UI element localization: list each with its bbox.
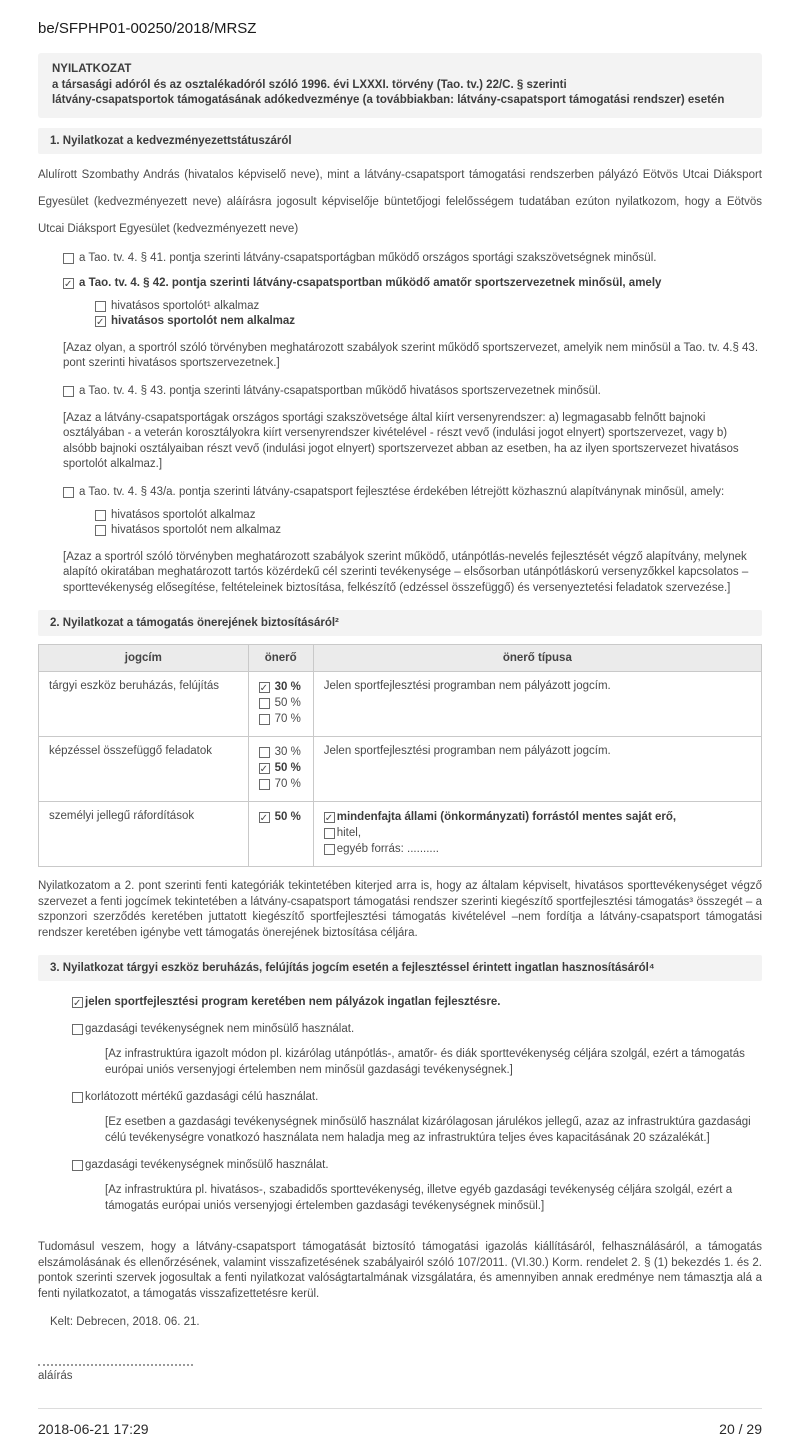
title-box [38, 53, 762, 118]
checkbox-icon [95, 301, 106, 312]
checkbox-label: gazdasági tevékenységnek minősülő használat. [85, 1159, 329, 1171]
footer-page-number: 20 / 29 [719, 1421, 762, 1437]
checkbox-label: a Tao. tv. 4. § 41. pontja szerinti látvány-csapatsportágban működő országos sportági szakszövetségnek minősül. [79, 251, 657, 264]
checkbox-icon [259, 747, 270, 758]
signature-block [38, 1358, 762, 1382]
bracket-note-alapitvany: [Azaz a sportról szóló törvényben meghatározott szabályok szerint működő, utánpótlás-nevelés fejlesztését végző alapítvány, melynek alapító okiratában meghatározott tartós közérdekű cél szerinti tevékenysége – elsősorban utánpótláskorú versenyzőkkel kapcsolatos – sporttevékenység elősegítése, feltételeinek biztosítása, felkészítő (edzéssel összefüggő) és versenyeztetési feladatok szervezése.] [63, 550, 749, 594]
table-row [39, 802, 762, 867]
cell-jogcim: képzéssel összefüggő feladatok [39, 737, 249, 802]
checkbox-item-alkalmaz-2 [95, 508, 762, 523]
percent-option [259, 761, 303, 776]
checkbox-icon [72, 1024, 83, 1035]
checkbox-icon [259, 779, 270, 790]
checkbox-item-alapitvany [63, 485, 762, 500]
footer-divider [38, 1408, 762, 1409]
sub-options-alapitvany [38, 508, 762, 538]
table-row [39, 737, 762, 802]
percent-option [259, 680, 303, 695]
signature-line [38, 1358, 193, 1366]
source-option [324, 810, 751, 825]
table-header-row [39, 645, 762, 672]
doc-id: be/SFPHP01-00250/2018/MRSZ [38, 20, 257, 37]
page-footer [38, 1421, 762, 1437]
checkbox-label: korlátozott mértékű gazdasági célú használat. [85, 1091, 319, 1103]
cell-jogcim: személyi jellegű ráfordítások [39, 802, 249, 867]
checkbox-icon [72, 1092, 83, 1103]
sub-options-amator [38, 299, 762, 329]
source-option [324, 826, 751, 841]
checkbox-label: hivatásos sportolót alkalmaz [111, 508, 256, 521]
checkbox-icon [259, 682, 270, 693]
signature-label: aláírás [38, 1370, 73, 1382]
cell-tipus: Jelen sportfejlesztési programban nem pályázott jogcím. [313, 737, 761, 802]
checkbox-icon [63, 253, 74, 264]
closing-paragraph: Tudomásul veszem, hogy a látvány-csapatsport támogatását biztosító támogatási igazolás kiállításáról, felhasználásáról, a támogatás elszámolásának és ellenőrzésének, valamint visszafizetésének szabályairól szóló 107/2011. (VI.30.) Korm. rendelet 2. § (1) bekezdés 1. és 2. pontok szerinti szervek jogosultak a fenti nyilatkozat valóságtartalmának vizsgálatára, és amennyiben annak eredménye nem támasztja alá a fenti nyilatkozatot, a támogatás visszafizettetésre kerül. [38, 1241, 762, 1300]
checkbox-item-minosulo [72, 1158, 762, 1173]
title-line-1: NYILATKOZAT [52, 63, 132, 75]
bracket-note-hivatasos: [Azaz a látvány-csapatsportágak országos sportági szakszövetsége által kiírt versenyrendszer: a) legmagasabb felnőtt bajnoki osztályában - a veterán korosztályokra kiírt versenyrendszer kivételével - részt vevő (indulási jogot elnyert) sportszervezet, vagy b) alsóbb bajnoki osztályaiban részt vevő (indulási jogot elnyert) sportszervezet abban az esetben, ha az ilyen sportszervezet hivatásos sportolót alkalmaz.] [63, 411, 739, 470]
checkbox-icon [259, 714, 270, 725]
checkbox-label: hivatásos sportolót nem alkalmaz [111, 314, 296, 327]
bracket-note-nem-minosulo: [Az infrastruktúra igazolt módon pl. kizárólag utánpótlás-, amatőr- és diák sporttevékenység céljára szolgál, ezért a támogatás európai uniós versenyjogi értelemben nem minősül gazdasági tevékenységnek.] [105, 1048, 745, 1076]
bracket-note-amator: [Azaz olyan, a sportról szóló törvényben meghatározott szabályok szerint működő sportszervezet, amelyik nem minősül a Tao. tv. 4.§ 43. pont szerinti hivatásos sportszervezetnek.] [63, 341, 759, 369]
checkbox-label: 50 % [274, 697, 301, 709]
checkbox-label: a Tao. tv. 4. § 43. pontja szerinti látvány-csapatsportban működő hivatásos sportszervezetnek minősül. [79, 384, 601, 397]
section2-paragraph: Nyilatkozatom a 2. pont szerinti fenti kategóriák tekintetében kiterjed arra is, hogy az általam képviselt, hivatásos sporttevékenységet végző szervezet a fenti jogcímek tekintetében a látvány-csapatsport támogatási rendszer szerinti kiegészítő sportfejlesztési támogatás³ összegét – a szponzori szerződés keretében juttatott kiegészítő sportfejlesztési támogatás kivételével –nem fordítja a látvány-csapatsport támogatási rendszer keretében igénybe vett támogatás önerejének biztosítása céljára. [38, 880, 762, 939]
checkbox-label: hivatásos sportolót nem alkalmaz [111, 523, 282, 536]
checkbox-item-korlatozott [72, 1090, 762, 1105]
section2-heading: 2. Nyilatkozat a támogatás önerejének biztosításáról² [38, 610, 762, 636]
support-table [38, 644, 762, 867]
checkbox-item-szakszovetseg [63, 251, 762, 266]
checkbox-icon [324, 828, 335, 839]
table-row [39, 672, 762, 737]
checkbox-label: a Tao. tv. 4. § 43/a. pontja szerinti látvány-csapatsport fejlesztése érdekében létrejött közhasznú alapítványnak minősül, amely: [79, 485, 725, 498]
cell-tipus [313, 802, 761, 867]
checkbox-item-nem-palyazok [72, 995, 762, 1010]
percent-option [259, 696, 303, 711]
checkbox-label: gazdasági tevékenységnek nem minősülő használat. [85, 1023, 355, 1035]
date-place-line: Kelt: Debrecen, 2018. 06. 21. [50, 1316, 200, 1328]
checkbox-label: 70 % [274, 713, 301, 725]
section1-heading: 1. Nyilatkozat a kedvezményezettstátuszáról [38, 128, 762, 154]
column-header-jogcim: jogcím [39, 645, 249, 672]
intro-paragraph: Alulírott Szombathy András (hivatalos képviselő neve), mint a látvány-csapatsport támogatási rendszerben pályázó Eötvös Utcai Diáksport Egyesület (kedvezményezett neve) aláírásra jogosult képviselője büntetőjogi felelősségem tudatában ezúton nyilatkozom, hogy a Eötvös Utcai Diáksport Egyesület (kedvezményezett neve) [38, 168, 762, 235]
checkbox-label: a Tao. tv. 4. § 42. pontja szerinti látvány-csapatsportban működő amatőr sportszervezetnek minősül, amely [79, 276, 662, 289]
checkbox-item-amator [63, 276, 762, 291]
checkbox-icon [95, 525, 106, 536]
checkbox-icon [259, 763, 270, 774]
checkbox-label: hivatásos sportolót¹ alkalmaz [111, 299, 260, 312]
percent-option [259, 810, 303, 825]
checkbox-item-alkalmaz [95, 299, 762, 314]
source-option [324, 842, 751, 857]
cell-jogcim: tárgyi eszköz beruházás, felújítás [39, 672, 249, 737]
checkbox-item-hivatasos [63, 384, 762, 399]
bracket-note-minosulo: [Az infrastruktúra pl. hivatásos-, szabadidős sporttevékenység, illetve egyéb gazdasági tevékenység céljára szolgál, ezért a támogatás európai uniós versenyjogi értelemben gazdasági tevékenységnek minősül.] [105, 1184, 733, 1212]
checkbox-icon [259, 812, 270, 823]
checkbox-label: 50 % [274, 811, 301, 823]
checkbox-item-nem-minosulo [72, 1022, 762, 1037]
checkbox-label: hitel, [336, 827, 362, 839]
checkbox-item-nem-alkalmaz-2 [95, 523, 762, 538]
checkbox-label: 30 % [274, 746, 301, 758]
cell-onero [248, 672, 313, 737]
checkbox-icon [72, 997, 83, 1008]
title-line-3: látvány-csapatsportok támogatásának adókedvezménye (a továbbiakban: látvány-csapatsport támogatási rendszer) esetén [52, 94, 725, 106]
title-line-2: a társasági adóról és az osztalékadóról szóló 1996. évi LXXXI. törvény (Tao. tv.) 22/C. § szerinti [52, 78, 567, 91]
percent-option [259, 712, 303, 727]
checkbox-icon [259, 698, 270, 709]
checkbox-label: jelen sportfejlesztési program keretében nem pályázok ingatlan fejlesztésre. [85, 996, 501, 1008]
checkbox-label: mindenfajta állami (önkormányzati) forrástól mentes saját erő, [336, 811, 677, 823]
cell-tipus: Jelen sportfejlesztési programban nem pályázott jogcím. [313, 672, 761, 737]
checkbox-icon [63, 386, 74, 397]
checkbox-icon [72, 1160, 83, 1171]
checkbox-label: 30 % [274, 681, 301, 693]
percent-option [259, 745, 303, 760]
checkbox-label: 70 % [274, 778, 301, 790]
column-header-tipus: önerő típusa [313, 645, 761, 672]
checkbox-label: 50 % [274, 762, 301, 774]
checkbox-icon [324, 844, 335, 855]
checkbox-label: egyéb forrás: .......... [336, 843, 439, 855]
checkbox-icon [63, 278, 74, 289]
footer-datetime: 2018-06-21 17:29 [38, 1421, 149, 1437]
column-header-onero: önerő [248, 645, 313, 672]
section3-heading: 3. Nyilatkozat tárgyi eszköz beruházás, felújítás jogcím esetén a fejlesztéssel érintett ingatlan hasznosításáról⁴ [38, 955, 762, 981]
bracket-note-korlatozott: [Ez esetben a gazdasági tevékenységnek minősülő használat kizárólagosan járulékos jellegű, azaz az infrastruktúra gazdasági célú tevékenységre vonatkozó használata nem haladja meg az infrastruktúra teljes éves kapacitásának 20 százalékát.] [105, 1116, 751, 1144]
checkbox-icon [95, 510, 106, 521]
cell-onero [248, 802, 313, 867]
checkbox-icon [63, 487, 74, 498]
checkbox-icon [324, 812, 335, 823]
cell-onero [248, 737, 313, 802]
checkbox-icon [95, 316, 106, 327]
checkbox-item-nem-alkalmaz [95, 314, 762, 329]
percent-option [259, 777, 303, 792]
